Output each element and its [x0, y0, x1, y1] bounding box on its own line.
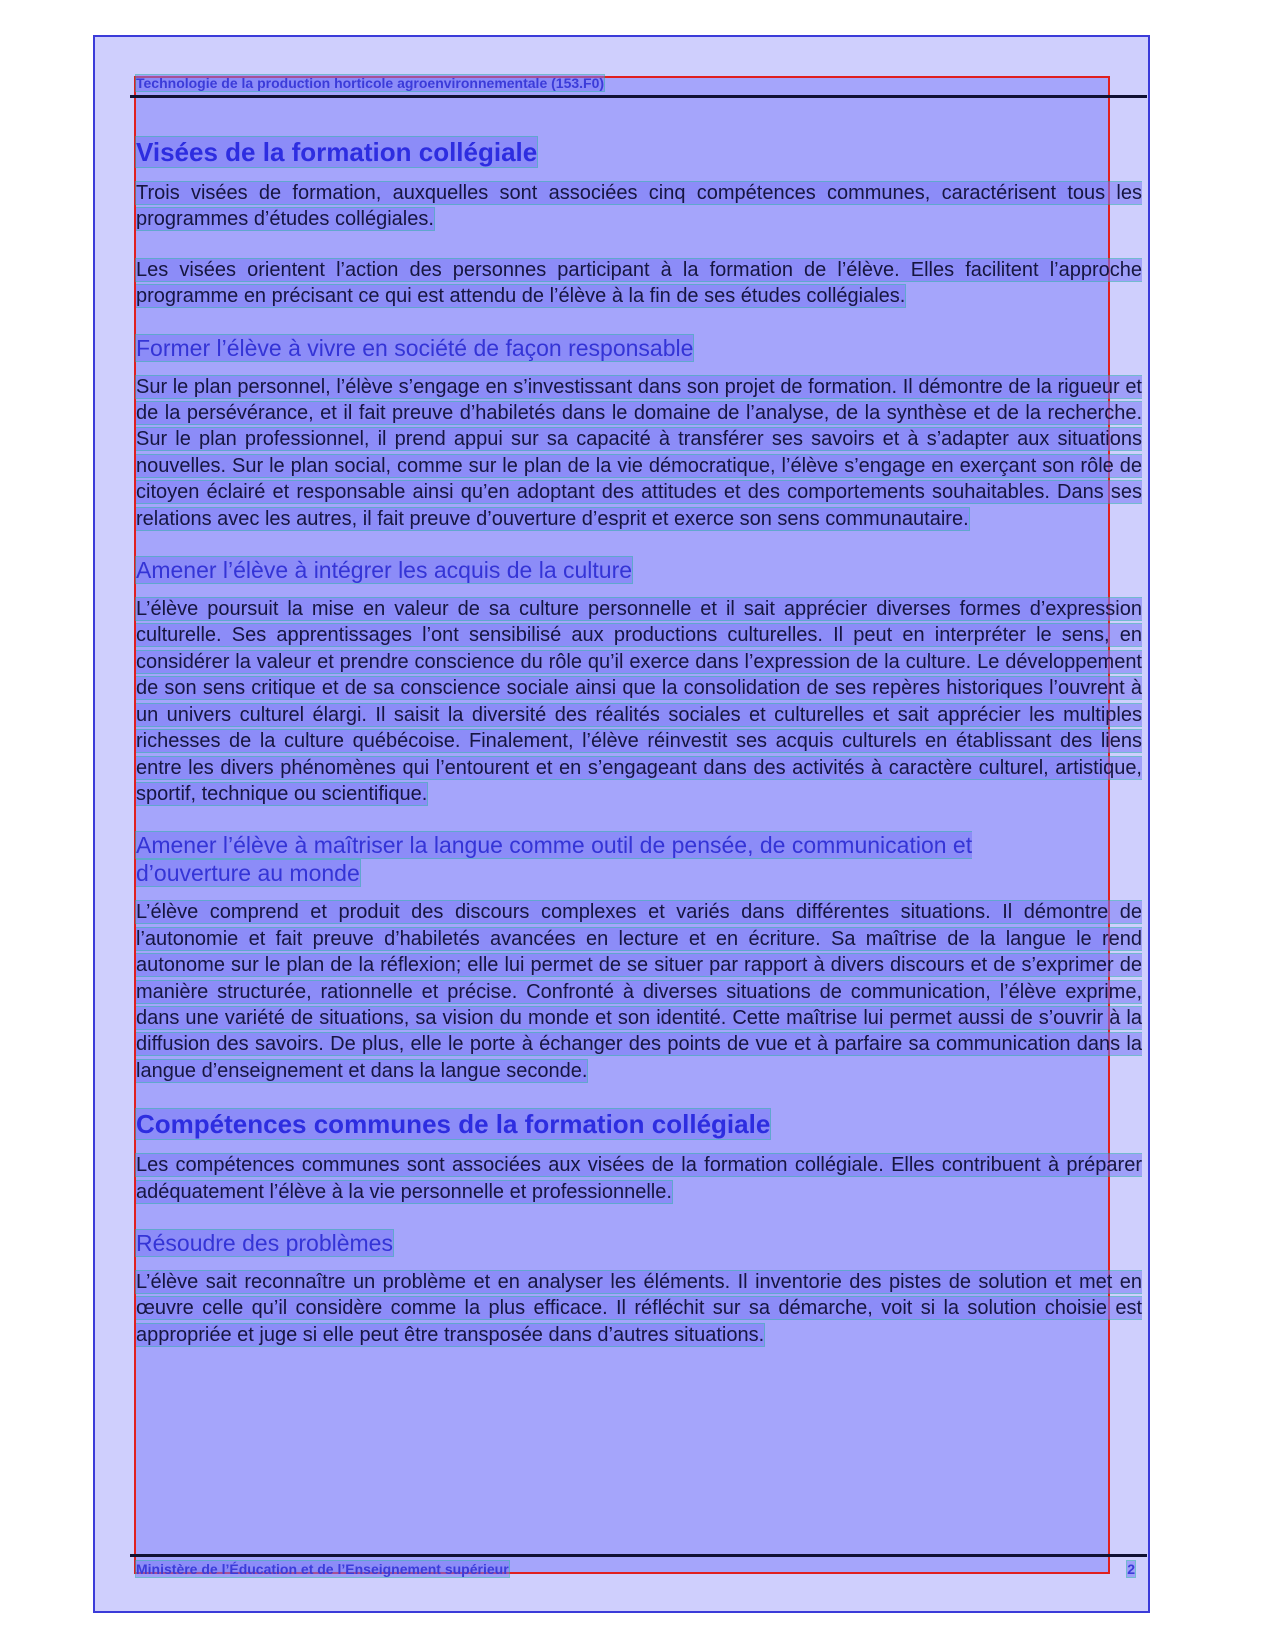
- running-header: Technologie de la production horticole agroenvironnementale (153.F0): [136, 75, 605, 91]
- section-title-competences: Compétences communes de la formation collégiale: [136, 1109, 771, 1140]
- paragraph-culture: L’élève poursuit la mise en valeur de sa culture personnelle et il sait apprécier diverses formes d’expression culturelle. Ses apprentissages l’ont sensibilisé aux productions culturelles. Il peut en interpréter le sens, en considérer la valeur et prendre conscience du rôle qu’il exerce dans l’expression de la culture. Le développement de son sens critique et de sa conscience sociale ainsi que la consolidation de ses repères historiques l’ouvrent à un univers culturel élargi. Il saisit la diversité des réalités sociales et culturelles et sait apprécier les multiples richesses de la culture québécoise. Finalement, l’élève réinvestit ses acquis culturels en établissant des liens entre les divers phénomènes qui l’entourent et en s’engageant dans des activités à caractère culturel, artistique, sportif, technique ou scientifique.: [136, 598, 1142, 805]
- paragraph-visees-orientation: Les visées orientent l’action des personnes participant à la formation de l’élève. Elles facilitent l’approche programme en précisant ce qui est attendu de l’élève à la fin de ses études collégiales.: [136, 258, 1142, 308]
- page-number: 2: [1127, 1561, 1135, 1577]
- paragraph-langue: L’élève comprend et produit des discours complexes et variés dans différentes situations. Il démontre de l’autonomie et fait preuve d’habiletés avancées en lecture et en écriture. Sa maîtrise de la langue le rend autonome sur le plan de la réflexion; elle lui permet de se situer par rapport à divers discours et de s’exprimer de manière structurée, rationnelle et précise. Confronté à diverses situations de communication, l’élève exprime, dans une variété de situations, sa vision du monde et son identité. Cette maîtrise lui permet aussi de s’ouvrir à la diffusion des savoirs. De plus, elle le porte à échanger des points de vue et à parfaire sa communication dans la langue d’enseignement et dans la langue seconde.: [136, 901, 1142, 1082]
- subsection-title-culture: Amener l’élève à intégrer les acquis de la culture: [136, 557, 633, 584]
- paragraph-intro-visees: Trois visées de formation, auxquelles sont associées cinq compétences communes, caractérisent tous les programmes d’études collégiales.: [136, 182, 1142, 231]
- subsection-title-problemes: Résoudre des problèmes: [136, 1229, 393, 1256]
- footer-ministry: Ministère de l’Éducation et de l’Enseignement supérieur: [136, 1561, 509, 1577]
- header-rule: [130, 95, 1147, 98]
- paragraph-problemes: L’élève sait reconnaître un problème et en analyser les éléments. Il inventorie des pistes de solution et met en œuvre celle qu’il considère comme la plus efficace. Il réfléchit sur sa démarche, voit si la solution choisie est appropriée et juge si elle peut être transposée dans d’autres situations.: [136, 1270, 1142, 1346]
- subsection-title-langue: Amener l’élève à maîtriser la langue comme outil de pensée, de communication et d’ouverture au monde: [136, 832, 973, 887]
- paragraph-societe: Sur le plan personnel, l’élève s’engage en s’investissant dans son projet de formation. Il démontre de la rigueur et de la persévérance, et il fait preuve d’habiletés dans le domaine de l’analyse, de la synthèse et de la recherche. Sur le plan professionnel, il prend appui sur sa capacité à transférer ses savoirs et à s’adapter aux situations nouvelles. Sur le plan social, comme sur le plan de la vie démocratique, l’élève s’engage en exerçant son rôle de citoyen éclairé et responsable ainsi qu’en adoptant des attitudes et des comportements souhaitables. Dans ses relations avec les autres, il fait preuve d’ouverture d’esprit et exerce son sens communautaire.: [136, 375, 1142, 530]
- section-title-visees: Visées de la formation collégiale: [136, 137, 538, 167]
- subsection-title-societe: Former l’élève à vivre en société de façon responsable: [136, 334, 694, 361]
- document-body: [136, 136, 1142, 1372]
- paragraph-competences-intro: Les compétences communes sont associées aux visées de la formation collégiale. Elles contribuent à préparer adéquatement l’élève à la vie personnelle et professionnelle.: [136, 1154, 1142, 1203]
- footer-rule: [130, 1554, 1147, 1557]
